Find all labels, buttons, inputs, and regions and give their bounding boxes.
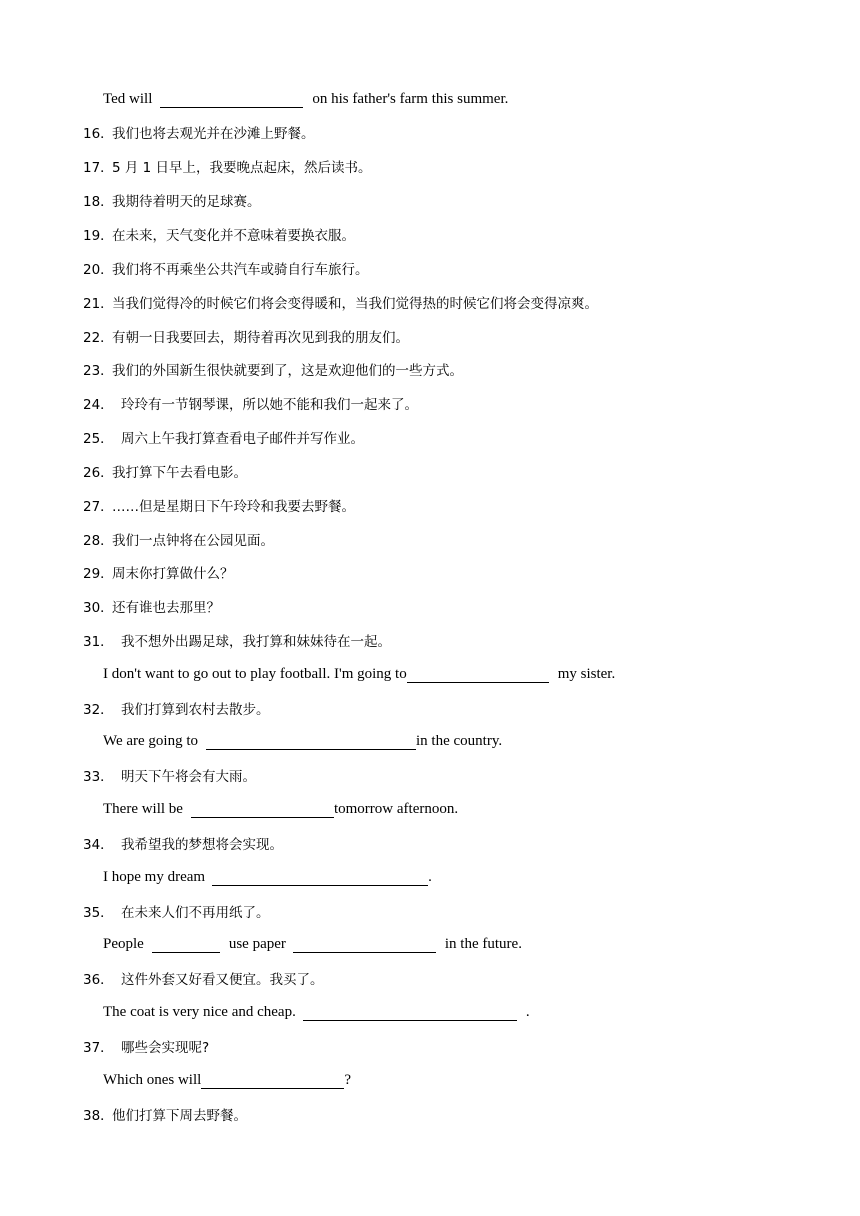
answer-text: Ted will [103, 90, 153, 107]
question-number: 26． [83, 465, 114, 481]
answer-line-37 [103, 1069, 351, 1091]
question-number: 21． [83, 296, 114, 312]
answer-blank[interactable] [191, 803, 334, 818]
question-text: 周六上午我打算查看电子邮件并写作业。 [121, 431, 364, 447]
answer-blank[interactable] [206, 735, 416, 750]
question-number: 38． [83, 1108, 114, 1124]
question-number: 31． [83, 634, 114, 650]
question-text: 我们也将去观光并在沙滩上野餐。 [112, 126, 315, 142]
question-number: 17． [83, 160, 114, 176]
question-number: 27． [83, 499, 114, 515]
answer-blank[interactable] [293, 938, 436, 953]
question-text: 在未来，天气变化并不意味着要换衣服。 [112, 228, 355, 244]
answer-text: on his father's farm this summer. [312, 90, 509, 107]
question-text: 5 月 1 日早上，我要晚点起床，然后读书。 [112, 160, 372, 176]
answer-blank[interactable] [212, 871, 428, 886]
answer-line-35 [103, 933, 522, 955]
question-text: 有朝一日我要回去，期待着再次见到我的朋友们。 [112, 330, 409, 346]
answer-line-36 [103, 1001, 530, 1023]
question-text: 我期待着明天的足球赛。 [112, 194, 261, 210]
answer-blank[interactable] [160, 93, 303, 108]
answer-text: Which ones will [103, 1071, 202, 1088]
question-text: 在未来人们不再用纸了。 [121, 905, 270, 921]
question-number: 28． [83, 533, 114, 549]
question-text: 还有谁也去那里？ [112, 600, 220, 616]
question-number: 35． [83, 905, 114, 921]
question-text: 我打算下午去看电影。 [112, 465, 247, 481]
question-text: 他们打算下周去野餐。 [112, 1108, 247, 1124]
answer-blank[interactable] [201, 1074, 344, 1089]
answer-text: my sister. [557, 665, 616, 682]
question-number: 23． [83, 363, 114, 379]
answer-line-32 [103, 730, 502, 752]
answer-text: We are going to [103, 732, 199, 749]
answer-line-33 [103, 798, 458, 820]
question-text: 我们一点钟将在公园见面。 [112, 533, 274, 549]
question-text: 我们打算到农村去散步。 [121, 702, 270, 718]
question-number: 24． [83, 397, 114, 413]
answer-blank[interactable] [407, 668, 549, 683]
answer-line-31 [103, 663, 615, 685]
answer-blank[interactable] [152, 938, 220, 953]
question-number: 29． [83, 566, 114, 582]
answer-text: There will be [103, 800, 183, 817]
question-text: 我们的外国新生很快就要到了，这是欢迎他们的一些方式。 [112, 363, 463, 379]
answer-text: . [428, 868, 432, 885]
question-number: 25． [83, 431, 114, 447]
question-text: 周末你打算做什么？ [112, 566, 234, 582]
question-text: 当我们觉得冷的时候它们将会变得暖和，当我们觉得热的时候它们将会变得凉爽。 [112, 296, 598, 312]
answer-text: ? [344, 1071, 351, 1088]
question-number: 22． [83, 330, 114, 346]
question-number: 16． [83, 126, 114, 142]
question-text: 玲玲有一节钢琴课，所以她不能和我们一起来了。 [121, 397, 418, 413]
answer-text: I hope my dream [103, 868, 206, 885]
question-text: 我希望我的梦想将会实现。 [121, 837, 283, 853]
question-text: 明天下午将会有大雨。 [121, 769, 256, 785]
answer-text: in the future. [444, 935, 522, 952]
answer-line-34 [103, 866, 432, 888]
question-number: 32． [83, 702, 114, 718]
answer-text: The coat is very nice and cheap. [103, 1003, 296, 1020]
answer-text: use paper [228, 935, 286, 952]
answer-line-15 [103, 88, 508, 110]
question-number: 33． [83, 769, 114, 785]
question-text: 我不想外出踢足球，我打算和妹妹待在一起。 [121, 634, 391, 650]
question-number: 18． [83, 194, 114, 210]
answer-text: tomorrow afternoon. [333, 800, 459, 817]
answer-text: . [525, 1003, 530, 1020]
question-number: 19． [83, 228, 114, 244]
answer-text: People [103, 935, 144, 952]
question-number: 20． [83, 262, 114, 278]
question-number: 34． [83, 837, 114, 853]
question-number: 36． [83, 972, 114, 988]
question-text: 这件外套又好看又便宜。我买了。 [121, 972, 324, 988]
question-text: 我们将不再乘坐公共汽车或骑自行车旅行。 [112, 262, 369, 278]
answer-text: I don't want to go out to play football. I'm going to [103, 665, 407, 682]
question-text: 哪些会实现呢? [121, 1040, 210, 1056]
answer-blank[interactable] [303, 1006, 517, 1021]
answer-text: in the country. [416, 732, 503, 749]
question-text: ……但是星期日下午玲玲和我要去野餐。 [112, 499, 355, 515]
question-number: 37． [83, 1040, 114, 1056]
question-number: 30． [83, 600, 114, 616]
